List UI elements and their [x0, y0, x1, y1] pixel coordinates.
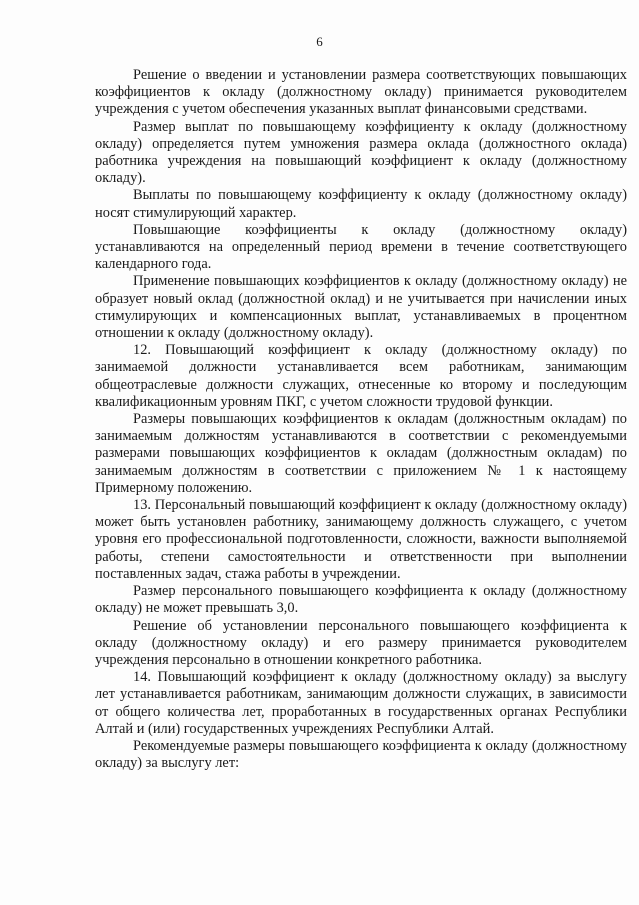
document-body	[95, 67, 627, 772]
paragraph: Повышающие коэффициенты к окладу (должностному окладу) устанавливаются на определенный период времени в течение соответствующего календарного года.	[95, 221, 627, 273]
paragraph: Применение повышающих коэффициентов к окладу (должностному окладу) не образует новый оклад (должностной оклад) и не учитывается при начислении иных стимулирующих и компенсационных выплат, устанавливаемых в процентном отношении к окладу (должностному окладу).	[95, 273, 627, 342]
paragraph-item-13: 13. Персональный повышающий коэффициент к окладу (должностному окладу) может быть установлен работнику, занимающему должность служащего, с учетом уровня его профессиональной подготовленности, сложности, важности выполняемой работы, степени самостоятельности и ответственности при выполнении поставленных задач, стажа работы в учреждении.	[95, 497, 627, 582]
paragraph-item-14: 14. Повышающий коэффициент к окладу (должностному окладу) за выслугу лет устанавливается работникам, занимающим должности служащих, в зависимости от общего количества лет, проработанных в государственных органах Республики Алтай и (или) государственных учреждениях Республики Алтай.	[95, 669, 627, 737]
paragraph-item-12: 12. Повышающий коэффициент к окладу (должностному окладу) по занимаемой должности устанавливается всем работникам, занимающим общеотраслевые должности служащих, отнесенные ко второму и последующим квалификационным уровням ПКГ, с учетом сложности трудовой функции.	[95, 342, 627, 410]
paragraph: Размеры повышающих коэффициентов к окладам (должностным окладам) по занимаемым должностям устанавливаются в соответствии с рекомендуемыми размерами повышающих коэффициентов к окладам (должностным окладам) по занимаемым должностям в соответствии с приложением № 1 к настоящему Примерному положению.	[95, 411, 627, 496]
paragraph: Решение о введении и установлении размера соответствующих повышающих коэффициентов к окладу (должностному окладу) принимается руководителем учреждения с учетом обеспечения указанных выплат финансовыми средствами.	[95, 67, 627, 118]
page-number: 6	[316, 34, 323, 49]
paragraph: Выплаты по повышающему коэффициенту к окладу (должностному окладу) носят стимулирующий характер.	[95, 187, 627, 221]
paragraph: Решение об установлении персонального повышающего коэффициента к окладу (должностному окладу) и его размеру принимается руководителем учреждения персонально в отношении конкретного работника.	[95, 617, 627, 668]
paragraph: Размер персонального повышающего коэффициента к окладу (должностному окладу) не может превышать 3,0.	[95, 583, 627, 617]
paragraph: Рекомендуемые размеры повышающего коэффициента к окладу (должностному окладу) за выслугу лет:	[95, 737, 627, 772]
paragraph: Размер выплат по повышающему коэффициенту к окладу (должностному окладу) определяется путем умножения размера оклада (должностного оклада) работника учреждения на повышающий коэффициент к окладу (должностному окладу).	[95, 118, 627, 187]
